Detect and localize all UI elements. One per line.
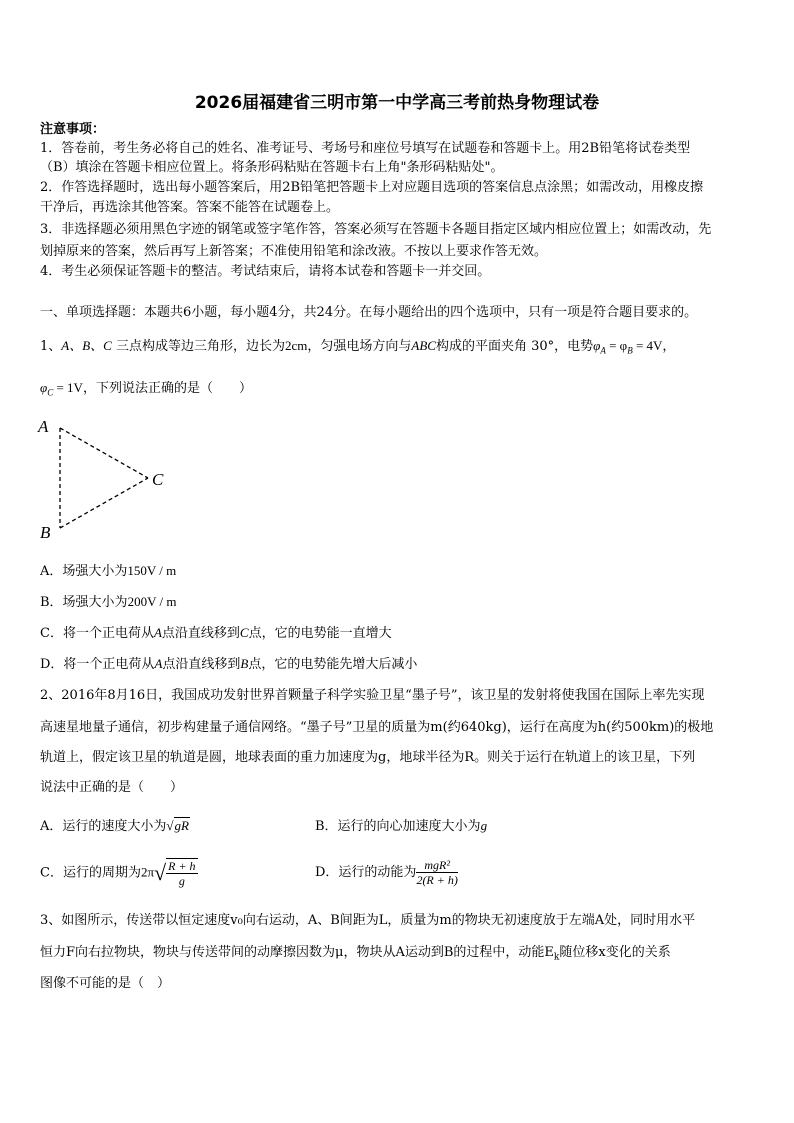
q1-option-c-text: 点沿直线移到	[161, 626, 240, 641]
notice-line-5: 3．非选择题必须用黑色字迹的钢笔或签字笔作答，答案必须写在答题卡各题目指定区域内相应位置上；如需改动，先	[40, 222, 712, 237]
q3-line-2-text: 恒力F向右拉物块，物块与传送带间的动摩擦因数为μ，物块从A运动到B的过程中，动能E	[40, 945, 554, 960]
q2-line-3: 轨道上，假定该卫星的轨道是圆，地球表面的重力加速度为g，地球半径为R。则关于运行在轨道上的该卫星，下列	[40, 750, 696, 765]
q1-plane: ABC	[411, 338, 436, 353]
q1-text-b: ，匀强电场方向与	[307, 339, 412, 354]
notice-heading: 注意事项：	[40, 122, 106, 137]
vertex-label-c: C	[152, 470, 164, 489]
q2-option-b-value: g	[480, 818, 488, 833]
q1-side-length: 2cm	[284, 338, 308, 353]
q2-option-d	[315, 858, 458, 887]
q1-option-b	[40, 594, 176, 611]
q2-line-4: 说法中正确的是（ ）	[40, 780, 184, 795]
q1-option-d-tail: 点，它的电势能先增大后减小	[248, 657, 418, 672]
q1-points: A、B、C	[61, 338, 112, 353]
q1-option-d-text: 点沿直线移到	[162, 657, 241, 672]
q2-option-d-label: D．运行的动能为	[315, 865, 417, 880]
q2-line-2: 高速星地量子通信，初步构建量子通信网络。“墨子号”卫星的质量为m(约640kg)，运行在高度为h(约500km)的极地	[40, 720, 714, 735]
q2-option-c-fraction	[166, 858, 197, 888]
notice-line-6: 划掉原来的答案，然后再写上新答案；不准使用铅笔和涂改液。不按以上要求作答无效。	[40, 244, 548, 259]
q1-option-d	[40, 656, 417, 673]
q3-line-3: 图像不可能的是（ ）	[40, 976, 171, 991]
q2-option-c	[40, 858, 198, 888]
q1-phi-value: = 4V，	[632, 338, 676, 353]
q2-option-a	[40, 818, 190, 835]
edge-ac	[60, 428, 148, 478]
vertex-label-b: B	[40, 523, 51, 542]
vertex-label-a: A	[38, 417, 49, 436]
q2-option-c-denominator: g	[178, 874, 185, 888]
q2-line-1: 2、2016年8月16日，我国成功发射世界首颗量子科学实验卫星“墨子号”，该卫星的发射将使我国在国际上率先实现	[40, 688, 705, 703]
q1-option-d-point-2: B	[240, 656, 249, 671]
notice-line-2: （B）填涂在答题卡相应位置上。将条形码粘贴在答题卡右上角"条形码粘贴处"。	[40, 160, 504, 175]
page-title: 2026届福建省三明市第一中学高三考前热身物理试卷	[194, 93, 600, 113]
q2-option-d-fraction	[416, 858, 457, 887]
q1-option-c-label: C．将一个正电荷从	[40, 626, 154, 641]
q3-line-2-tail: 随位移x变化的关系	[559, 945, 671, 960]
q1-phi-b: = φ	[605, 338, 628, 353]
q1-option-c-point-1: A	[153, 625, 162, 640]
q2-option-b	[315, 818, 487, 835]
q1-text-d: ，下列说法正确的是（ ）	[82, 381, 252, 396]
q3-line-2	[40, 945, 671, 966]
q1-phi-c: φ	[40, 380, 48, 395]
q2-option-c-coefficient: 2π	[140, 864, 155, 880]
edge-bc	[60, 478, 148, 528]
triangle-figure	[30, 410, 190, 550]
q1-number: 1、	[40, 339, 62, 354]
q1-option-c-tail: 点，它的电势能一直增大	[248, 626, 392, 641]
q1-option-b-value: 200V / m	[127, 594, 177, 609]
q2-option-d-denominator: 2(R + h)	[416, 873, 458, 887]
q1-phi-c-value: = 1V	[53, 380, 83, 395]
q2-option-a-label: A．运行的速度大小为	[40, 819, 167, 834]
sqrt-expression: √gR	[166, 818, 189, 833]
q1-phi-a-sub: A	[600, 345, 606, 356]
notice-line-3: 2．作答选择题时，选出每小题答案后，用2B铅笔把答题卡上对应题目选项的答案信息点涂黑；如需改动，用橡皮擦	[40, 180, 704, 195]
q1-option-d-point-1: A	[154, 656, 163, 671]
q2-option-c-numerator: R + h	[168, 859, 196, 873]
notice-line-4: 干净后，再选涂其他答案。答案不能答在试题卷上。	[40, 200, 340, 215]
q1-phi-b-sub: B	[627, 345, 633, 356]
q1-text-a: 三点构成等边三角形，边长为	[111, 339, 285, 354]
q1-option-c	[40, 625, 392, 642]
sqrt-symbol: √	[154, 860, 167, 885]
q2-option-c-label: C．运行的周期为	[40, 865, 141, 881]
q1-option-a	[40, 563, 176, 580]
q3-ek-sub: k	[553, 952, 560, 963]
q1-line-1	[40, 338, 675, 359]
q1-option-a-value: 150V / m	[127, 563, 177, 578]
q1-line-2	[40, 380, 252, 401]
q1-option-a-label: A．场强大小为	[40, 564, 128, 579]
q2-option-d-numerator: mgR²	[416, 858, 457, 873]
q2-option-a-value: gR	[174, 818, 189, 833]
q3-line-1: 3、如图所示，传送带以恒定速度v₀向右运动，A、B间距为L，质量为m的物块无初速度放于左端A处，同时用水平	[40, 913, 696, 928]
section-heading: 一、单项选择题：本题共6小题，每小题4分，共24分。在每小题给出的四个选项中，只有一项是符合题目要求的。	[40, 305, 698, 320]
q1-text-c: 构成的平面夹角 30°，电势	[435, 339, 594, 354]
q1-option-d-label: D．将一个正电荷从	[40, 657, 155, 672]
q1-phi-c-sub: C	[47, 387, 54, 398]
notice-line-1: 1．答卷前，考生务必将自己的姓名、准考证号、考场号和座位号填写在试题卷和答题卡上。用2B铅笔将试卷类型	[40, 141, 691, 156]
q1-option-c-point-2: C	[239, 625, 249, 640]
q1-phi-a: φ	[593, 338, 601, 353]
notice-line-7: 4．考生必须保证答题卡的整洁。考试结束后，请将本试卷和答题卡一并交回。	[40, 264, 491, 279]
q1-option-b-label: B．场强大小为	[40, 595, 128, 610]
q2-option-b-label: B．运行的向心加速度大小为	[315, 819, 481, 834]
